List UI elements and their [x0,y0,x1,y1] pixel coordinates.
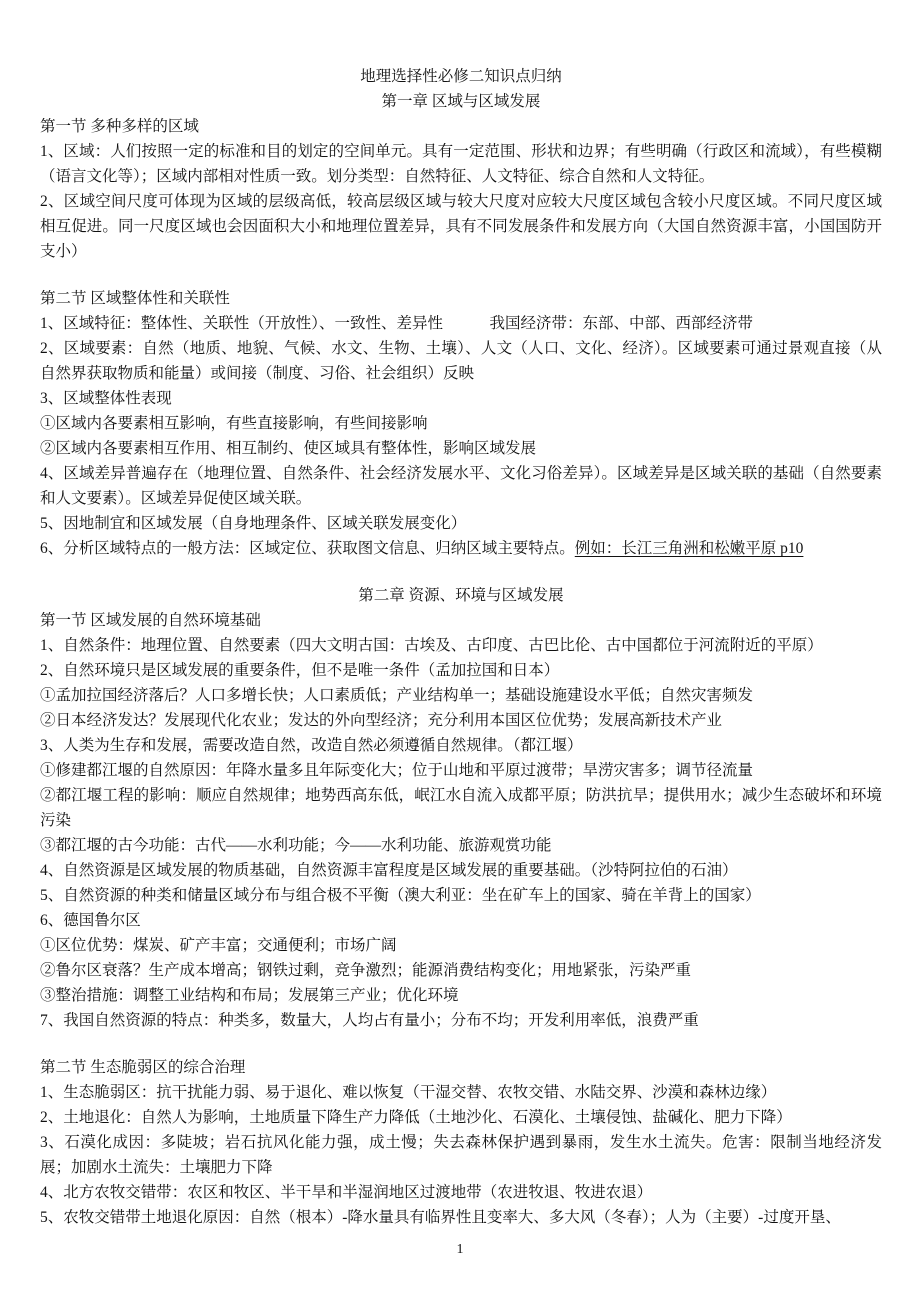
text-line: 第二节 区域整体性和关联性 [40,290,230,307]
text-line: 4、区域差异普遍存在（地理位置、自然条件、社会经济发展水平、文化习俗差异）。区域差异是区域关联的基础（自然要素和人文要素）。区域差异促使区域关联。 [40,465,882,507]
paragraph-spacer [40,1033,882,1055]
text-line: ①区位优势：煤炭、矿产丰富；交通便利；市场广阔 [40,937,397,954]
text-line: 6、德国鲁尔区 [40,912,141,929]
page-number: 1 [456,1242,464,1257]
text-line: 5、因地制宜和区域发展（自身地理条件、区域关联发展变化） [40,515,467,532]
text-line: 第一节 区域发展的自然环境基础 [40,612,261,629]
text-line: ②区域内各要素相互作用、相互制约、使区域具有整体性，影响区域发展 [40,440,537,457]
text-line: 3、区域整体性表现 [40,390,172,407]
heading-line: 第二章 资源、环境与区域发展 [358,587,564,604]
text-line: 1、区域特征：整体性、关联性（开放性）、一致性、差异性 我国经济带：东部、中部、西部经济带 [40,315,754,332]
heading-line: 第一章 区域与区域发展 [381,93,541,110]
underlined-text: 例如：长江三角洲和松嫩平原 p10 [574,540,804,557]
text-line: ②都江堰工程的影响：顺应自然规律；地势西高东低，岷江水自流入成都平原；防洪抗旱；提供用水；减少生态破坏和环境污染 [40,787,882,829]
text-line: ①孟加拉国经济落后？人口多增长快；人口素质低；产业结构单一；基础设施建设水平低；自然灾害频发 [40,687,754,704]
text-line: ②鲁尔区衰落？生产成本增高；钢铁过剩，竞争激烈；能源消费结构变化；用地紧张，污染严重 [40,962,692,979]
text-line: 3、人类为生存和发展，需要改造自然，改造自然必须遵循自然规律。（都江堰） [40,737,583,754]
text-line: 4、自然资源是区域发展的物质基础，自然资源丰富程度是区域发展的重要基础。（沙特阿拉伯的石油） [40,862,738,879]
heading-line: 地理选择性必修二知识点归纳 [360,68,562,85]
text-line: ③整治措施：调整工业结构和布局；发展第三产业；优化环境 [40,987,459,1004]
text-line: 1、区域：人们按照一定的标准和目的划定的空间单元。具有一定范围、形状和边界；有些明确（行政区和流域），有些模糊（语言文化等）；区域内部相对性质一致。划分类型：自然特征、人文特征、综合自然和人文特征。 [40,143,882,185]
text-line: 2、区域空间尺度可体现为区域的层级高低，较高层级区域与较大尺度对应较大尺度区域包含较小尺度区域。不同尺度区域相互促进。同一尺度区域也会因面积大小和地理位置差异，具有不同发展条件和发展方向（大国自然资源丰富，小国国防开支小） [40,193,882,260]
text-line: 5、自然资源的种类和储量区域分布与组合极不平衡（澳大利亚：坐在矿车上的国家、骑在羊背上的国家） [40,887,761,904]
document-content [40,64,882,1230]
text-line: 1、生态脆弱区：抗干扰能力弱、易于退化、难以恢复（干湿交替、农牧交错、水陆交界、沙漠和森林边缘） [40,1084,777,1101]
text-line: 2、土地退化：自然人为影响，土地质量下降生产力降低（土地沙化、石漠化、土壤侵蚀、盐碱化、肥力下降） [40,1109,792,1126]
paragraph-spacer [40,561,882,583]
text-line: 1、自然条件：地理位置、自然要素（四大文明古国：古埃及、古印度、古巴比伦、古中国都位于河流附近的平原） [40,637,823,654]
text-line: 5、农牧交错带土地退化原因：自然（根本）-降水量具有临界性且变率大、多大风（冬春）；人为（主要）-过度开垦、 [40,1209,841,1226]
text-run: 6、分析区域特点的一般方法：区域定位、获取图文信息、归纳区域主要特点。 [40,540,575,557]
text-line: ③都江堰的古今功能：古代——水利功能；今——水利功能、旅游观赏功能 [40,837,552,854]
text-line [40,536,882,561]
text-line: 3、石漠化成因：多陡坡；岩石抗风化能力强，成土慢；失去森林保护遇到暴雨，发生水土流失。危害：限制当地经济发展；加剧水土流失：土壤肥力下降 [40,1134,882,1176]
text-line: ①修建都江堰的自然原因：年降水量多且年际变化大；位于山地和平原过渡带；旱涝灾害多；调节径流量 [40,762,754,779]
text-line: 2、自然环境只是区域发展的重要条件，但不是唯一条件（孟加拉国和日本） [40,662,560,679]
text-line: ①区域内各要素相互影响，有些直接影响，有些间接影响 [40,415,428,432]
text-line: 第一节 多种多样的区域 [40,118,199,135]
text-line: 2、区域要素：自然（地质、地貌、气候、水文、生物、土壤）、人文（人口、文化、经济）。区域要素可通过景观直接（从自然界获取物质和能量）或间接（制度、习俗、社会组织）反映 [40,340,882,382]
text-line: 4、北方农牧交错带：农区和牧区、半干旱和半湿润地区过渡地带（农进牧退、牧进农退） [40,1184,653,1201]
text-line: 7、我国自然资源的特点：种类多，数量大，人均占有量小；分布不均；开发利用率低，浪费严重 [40,1012,699,1029]
text-line: ②日本经济发达？发展现代化农业；发达的外向型经济；充分利用本国区位优势；发展高新技术产业 [40,712,723,729]
paragraph-spacer [40,264,882,286]
text-line: 第二节 生态脆弱区的综合治理 [40,1059,246,1076]
